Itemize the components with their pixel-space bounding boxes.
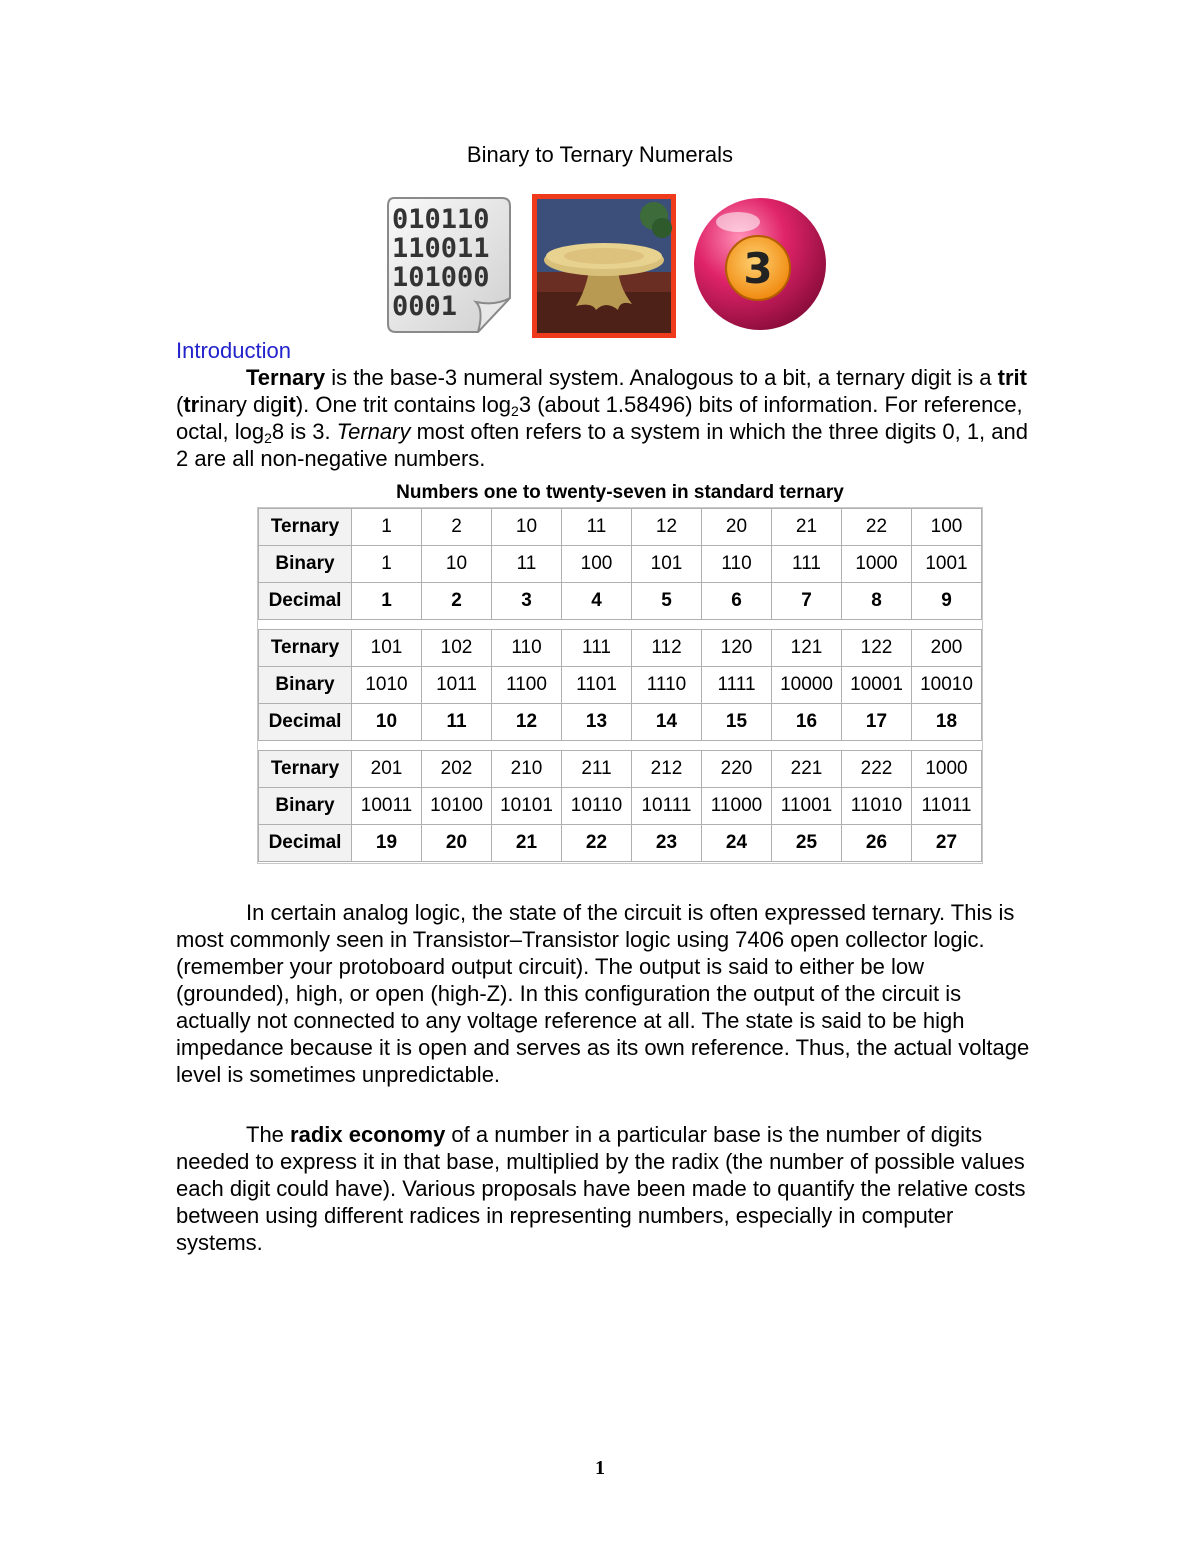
analog-logic-paragraph: In certain analog logic, the state of the circuit is often expressed ternary. This is most commonly seen in Transistor–Transistor logic using 7406 open collector logic. (remember your protoboard output circuit). The output is said to either be low (grounded), high, or open (high-Z). In this configuration the output of the circuit is actually not connected to any voltage reference at all. The state is said to be high impedance because it is open and serves as its own reference. Thus, the actual voltage level is sometimes unpredictable. <box>176 900 1030 1087</box>
table-cell: 10110 <box>562 788 632 825</box>
table-cell: 2 <box>422 583 492 620</box>
row-header-binary: Binary <box>259 546 352 583</box>
table-cell: 17 <box>842 704 912 741</box>
table-row-decimal <box>259 704 982 741</box>
table-cell: 24 <box>702 825 772 862</box>
page-number: 1 <box>595 1457 605 1479</box>
table-cell: 15 <box>702 704 772 741</box>
row-header-binary: Binary <box>259 667 352 704</box>
table-cell: 18 <box>912 704 982 741</box>
number-table <box>258 750 982 862</box>
table-cell: 10010 <box>912 667 982 704</box>
table-cell: 100 <box>562 546 632 583</box>
stump-table-photo <box>532 194 676 338</box>
intro-paragraph: Ternary is the base-3 numeral system. Analogous to a bit, a ternary digit is a trit (trinary digit). One trit contains $\log_23$ (about 1.58496) bits of information. For reference, octal, $\log_28$ is 3. Ternary most often refers to a system in which the three digits 0, 1, and 2 are all non-negative numbers. <box>176 365 1028 471</box>
number-table-block-1 <box>258 508 982 620</box>
row-header-ternary: Ternary <box>259 630 352 667</box>
table-cell: 7 <box>772 583 842 620</box>
table-cell: 6 <box>702 583 772 620</box>
binary-file-icon <box>384 194 516 336</box>
table-row-binary <box>259 667 982 704</box>
binary-line-2: 110011 <box>392 233 490 264</box>
table-cell: 10 <box>492 509 562 546</box>
binary-line-1: 010110 <box>392 204 490 235</box>
table-cell: 1001 <box>912 546 982 583</box>
table-cell: 25 <box>772 825 842 862</box>
table-cell: 202 <box>422 751 492 788</box>
binary-line-3: 101000 <box>392 262 490 293</box>
table-cell: 10011 <box>352 788 422 825</box>
introduction-heading: Introduction <box>176 338 291 363</box>
table-cell: 102 <box>422 630 492 667</box>
page-title: Binary to Ternary Numerals <box>466 142 734 167</box>
number-table <box>258 629 982 741</box>
ball-number: 3 <box>743 244 773 293</box>
table-cell: 11010 <box>842 788 912 825</box>
table-cell: 110 <box>492 630 562 667</box>
table-cell: 3 <box>492 583 562 620</box>
number-table-block-3 <box>258 750 982 862</box>
table-cell: 14 <box>632 704 702 741</box>
table-cell: 100 <box>912 509 982 546</box>
row-header-decimal: Decimal <box>259 704 352 741</box>
row-header-binary: Binary <box>259 788 352 825</box>
table-cell: 11 <box>492 546 562 583</box>
table-cell: 101 <box>352 630 422 667</box>
table-cell: 22 <box>562 825 632 862</box>
table-cell: 11001 <box>772 788 842 825</box>
table-cell: 19 <box>352 825 422 862</box>
table-cell: 9 <box>912 583 982 620</box>
table-cell: 111 <box>562 630 632 667</box>
table-cell: 10111 <box>632 788 702 825</box>
table-cell: 11 <box>562 509 632 546</box>
table-cell: 13 <box>562 704 632 741</box>
table-cell: 112 <box>632 630 702 667</box>
table-cell: 5 <box>632 583 702 620</box>
table-cell: 12 <box>492 704 562 741</box>
table-cell: 1 <box>352 583 422 620</box>
table-row-binary <box>259 546 982 583</box>
table-cell: 1100 <box>492 667 562 704</box>
table-cell: 111 <box>772 546 842 583</box>
table-cell: 210 <box>492 751 562 788</box>
radix-economy-paragraph: The radix economy of a number in a particular base is the number of digits needed to express it in that base, multiplied by the radix (the number of possible values each digit could have). Various proposals have been made to quantify the relative costs between using different radices in representing numbers, especially in computer systems. <box>176 1122 1026 1255</box>
table-row-decimal <box>259 825 982 862</box>
table-cell: 23 <box>632 825 702 862</box>
table-cell: 1101 <box>562 667 632 704</box>
table-cell: 1 <box>352 509 422 546</box>
table-row-decimal <box>259 583 982 620</box>
table-cell: 10000 <box>772 667 842 704</box>
number-table-block-2 <box>258 629 982 741</box>
table-cell: 200 <box>912 630 982 667</box>
table-cell: 211 <box>562 751 632 788</box>
header-images <box>384 194 834 338</box>
table-cell: 212 <box>632 751 702 788</box>
table-cell: 221 <box>772 751 842 788</box>
table-cell: 121 <box>772 630 842 667</box>
table-cell: 1011 <box>422 667 492 704</box>
table-cell: 101 <box>632 546 702 583</box>
table-cell: 12 <box>632 509 702 546</box>
table-caption: Numbers one to twenty-seven in standard ternary <box>396 482 844 503</box>
table-cell: 11 <box>422 704 492 741</box>
row-header-ternary: Ternary <box>259 751 352 788</box>
binary-line-4: 0001 <box>392 291 458 322</box>
table-cell: 1000 <box>912 751 982 788</box>
table-row-binary <box>259 788 982 825</box>
table-cell: 26 <box>842 825 912 862</box>
table-cell: 11011 <box>912 788 982 825</box>
table-cell: 1110 <box>632 667 702 704</box>
table-cell: 1010 <box>352 667 422 704</box>
table-cell: 20 <box>422 825 492 862</box>
table-cell: 11000 <box>702 788 772 825</box>
table-cell: 10101 <box>492 788 562 825</box>
row-header-ternary: Ternary <box>259 509 352 546</box>
three-ball-icon <box>692 196 828 332</box>
table-cell: 20 <box>702 509 772 546</box>
table-cell: 220 <box>702 751 772 788</box>
table-row-ternary <box>259 509 982 546</box>
table-cell: 110 <box>702 546 772 583</box>
table-row-ternary <box>259 630 982 667</box>
table-cell: 2 <box>422 509 492 546</box>
table-cell: 201 <box>352 751 422 788</box>
table-cell: 22 <box>842 509 912 546</box>
table-cell: 8 <box>842 583 912 620</box>
row-header-decimal: Decimal <box>259 583 352 620</box>
row-header-decimal: Decimal <box>259 825 352 862</box>
table-cell: 16 <box>772 704 842 741</box>
table-cell: 1111 <box>702 667 772 704</box>
table-row-ternary <box>259 751 982 788</box>
table-cell: 10100 <box>422 788 492 825</box>
table-cell: 1 <box>352 546 422 583</box>
table-cell: 21 <box>492 825 562 862</box>
table-cell: 27 <box>912 825 982 862</box>
table-cell: 4 <box>562 583 632 620</box>
table-cell: 21 <box>772 509 842 546</box>
table-cell: 122 <box>842 630 912 667</box>
number-table <box>258 508 982 620</box>
table-cell: 10 <box>422 546 492 583</box>
table-cell: 120 <box>702 630 772 667</box>
table-cell: 10 <box>352 704 422 741</box>
table-cell: 222 <box>842 751 912 788</box>
table-cell: 10001 <box>842 667 912 704</box>
table-cell: 1000 <box>842 546 912 583</box>
